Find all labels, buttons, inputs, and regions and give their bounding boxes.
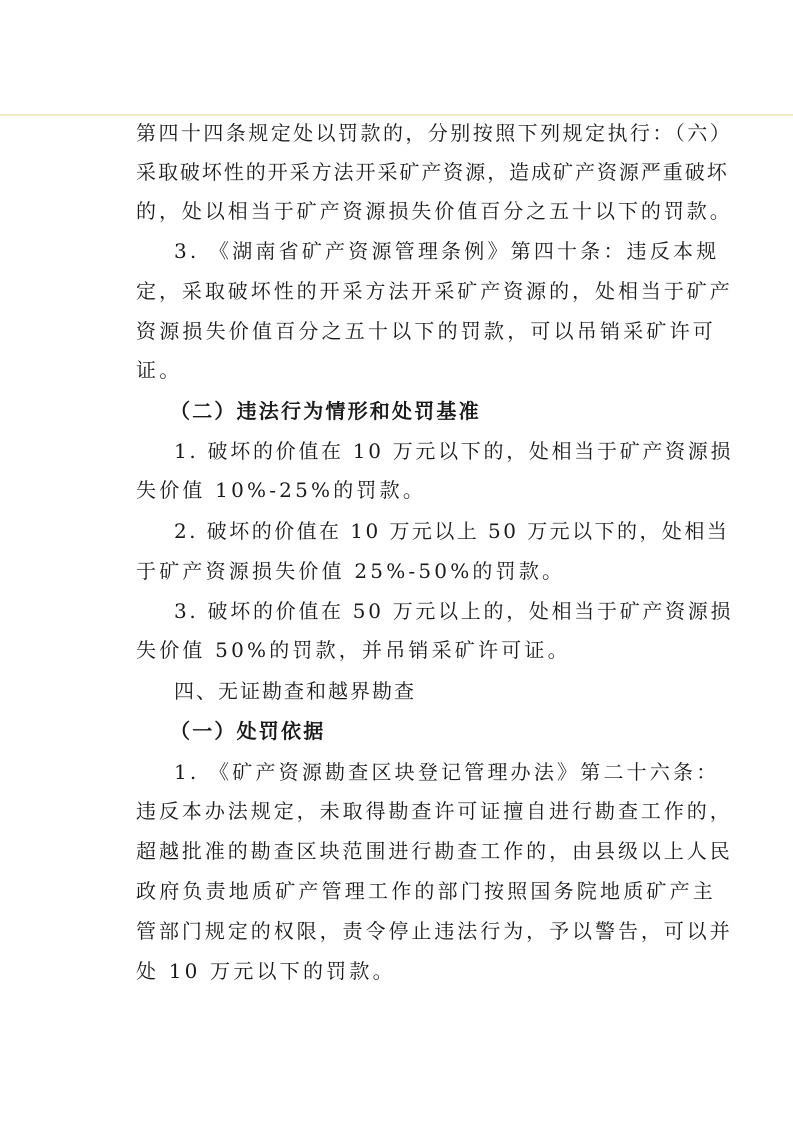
text-line: 管部门规定的权限，责令停止违法行为，予以警告，可以并 [136,919,733,943]
text-line: 证。 [136,358,183,382]
heading-text: （一）处罚依据 [170,719,326,743]
text-line: 于矿产资源损失价值 25%-50%的罚款。 [136,559,566,583]
text-line: 违反本办法规定，未取得勘查许可证擅自进行勘查工作的， [136,799,733,823]
text-line: 处 10 万元以下的罚款。 [136,959,396,983]
page-top-rule [0,114,793,116]
text-line: 的，处以相当于矿产资源损失价值百分之五十以下的罚款。 [136,199,733,223]
heading-text: （二）违法行为情形和处罚基准 [170,399,481,423]
heading-text: 四、无证勘查和越界勘查 [174,679,416,703]
text-line: 1. 破坏的价值在 10 万元以下的，处相当于矿产资源损 [174,439,734,463]
text-line: 2. 破坏的价值在 10 万元以上 50 万元以下的，处相当 [174,519,730,543]
text-line: 资源损失价值百分之五十以下的罚款，可以吊销采矿许可 [136,319,716,343]
text-line: 3. 《湖南省矿产资源管理条例》第四十条：违反本规 [174,239,720,263]
text-line: 3. 破坏的价值在 50 万元以上的，处相当于矿产资源损 [174,599,734,623]
text-line: 超越批准的勘查区块范围进行勘查工作的，由县级以上人民 [136,839,733,863]
text-line: 1. 《矿产资源勘查区块登记管理办法》第二十六条： [174,760,720,784]
text-line: 采取破坏性的开采方法开采矿产资源，造成矿产资源严重破坏 [136,160,729,184]
text-line: 政府负责地质矿产管理工作的部门按照国务院地质矿产主 [136,879,716,903]
text-line: 失价值 50%的罚款，并吊销采矿许可证。 [136,638,571,662]
text-line: 第四十四条规定处以罚款的，分别按照下列规定执行：（六） [136,121,733,145]
text-line: 失价值 10%-25%的罚款。 [136,478,427,502]
text-line: 定，采取破坏性的开采方法开采矿产资源的，处相当于矿产 [136,279,733,303]
